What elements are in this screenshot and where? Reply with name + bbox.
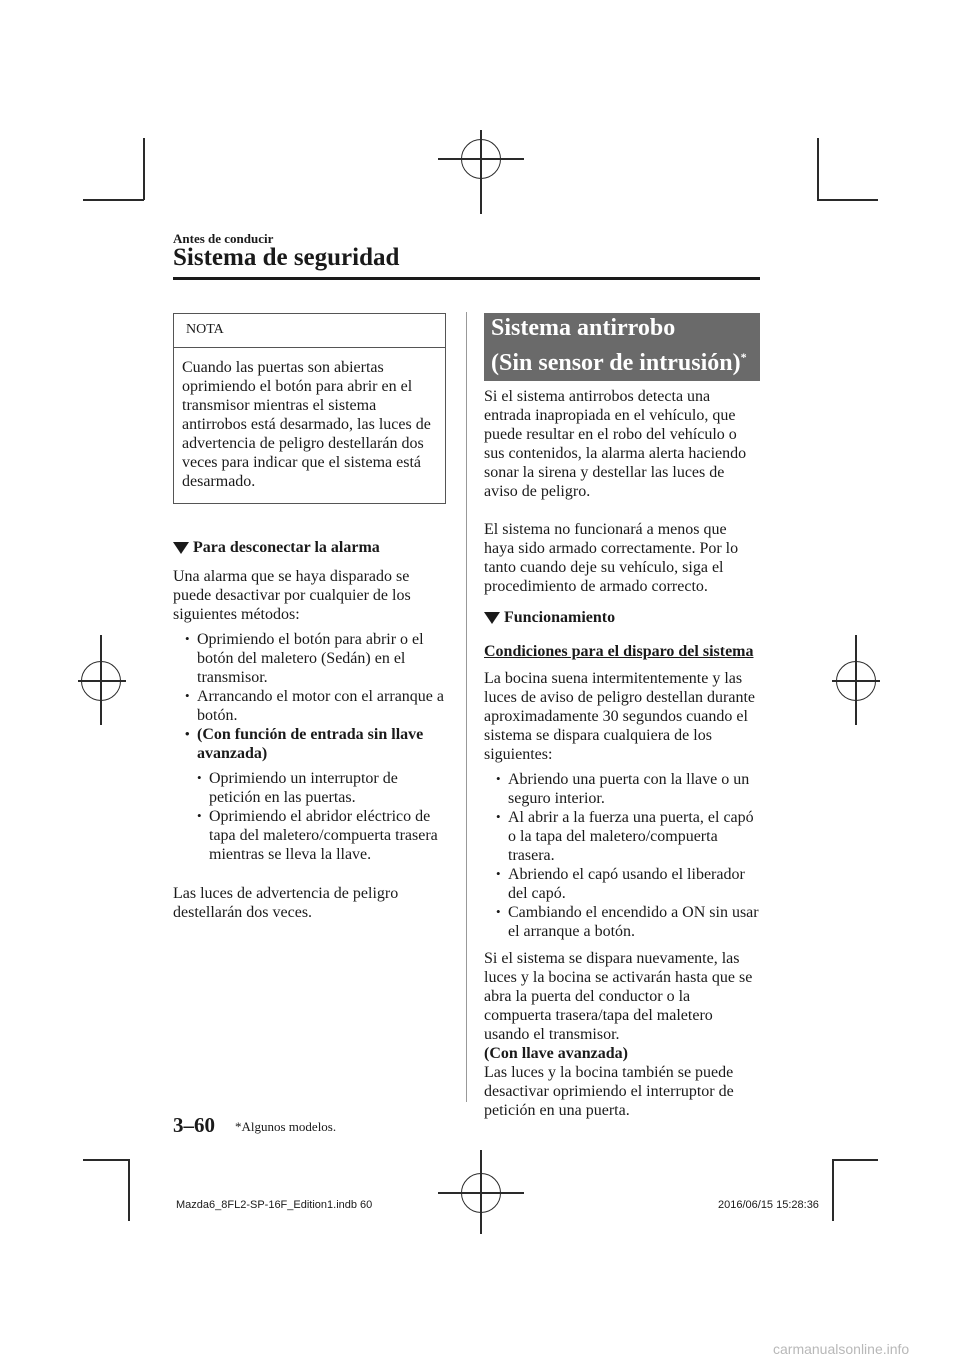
paragraph-bold: (Con llave avanzada) [484, 1045, 628, 1062]
registration-target-icon [81, 661, 121, 701]
triangle-down-icon [173, 542, 189, 554]
paragraph: Las luces de advertencia de peligro destellarán dos veces. [173, 885, 399, 921]
section-heading-operation [484, 608, 760, 627]
paragraph: Una alarma que se haya disparado se puede desactivar por cualquier de los siguientes métodos: [173, 568, 411, 623]
crop-mark-line [128, 1159, 130, 1221]
bullet-list [484, 770, 760, 941]
banner-line [491, 343, 753, 378]
page-title: Sistema de seguridad [173, 244, 400, 271]
paragraph: Las luces y la bocina también se puede desactivar oprimiendo el interruptor de petición en una puerta. [484, 1064, 734, 1119]
banner-line-text: (Sin sensor de intrusión) [491, 350, 741, 376]
page-number: 3–60 [173, 1113, 215, 1137]
crop-mark-line [83, 1159, 129, 1161]
paragraph: La bocina suena intermitentemente y las luces de aviso de peligro destellan durante aproximadamente 30 segundos cuando el sistema se dispara cualquiera de los siguientes: [484, 670, 756, 763]
list-item: • Abriendo el capó usando el liberador del capó. [484, 865, 760, 903]
list-item: • Oprimiendo un interruptor de petición en las puertas. [185, 769, 448, 807]
paragraph: El sistema no funcionará a menos que haya sido armado correctamente. Por lo tanto cuando deje su vehículo, siga el procedimiento de armado correcto. [484, 521, 739, 595]
section-heading-disarm [173, 538, 448, 557]
section-kicker: Antes de conducir [173, 231, 274, 246]
paragraph: Si el sistema antirrobos detecta una entrada inapropiada en el vehículo, que puede resultar en el robo del vehículo o sus contenidos, la alarma alerta haciendo sonar la sirena y destellar las luces de aviso de peligro. [484, 388, 747, 500]
list-item: • (Con función de entrada sin llave avanzada) [173, 725, 448, 763]
list-item: • Cambiando el encendido a ON sin usar el arranque a botón. [484, 903, 760, 941]
crop-mark-line [832, 1159, 834, 1221]
column-divider [466, 312, 467, 1102]
right-column [484, 313, 760, 1120]
paragraph: Si el sistema se dispara nuevamente, las luces y la bocina se activarán hasta que se abra la puerta del conductor o la compuerta trasera/tapa del maletero usando el transmisor. [484, 950, 753, 1043]
footnote: *Algunos modelos. [235, 1119, 337, 1134]
banner-line: Sistema antirrobo [491, 315, 676, 341]
note-body: Cuando las puertas son abiertas oprimiendo el botón para abrir en el transmisor mientras el sistema antirrobos está desarmado, las luces de advertencia de peligro destellarán dos veces para indicar que el sistema está desarmado. [182, 359, 431, 490]
crop-mark-line [817, 199, 878, 201]
crop-mark-line [817, 138, 819, 200]
list-item: • Abriendo una puerta con la llave o un seguro interior. [484, 770, 760, 808]
subsection-heading: Condiciones para el disparo del sistema [484, 643, 754, 660]
crop-mark-line [143, 138, 145, 200]
bullet-list [173, 630, 448, 763]
section-heading-text: Funcionamiento [504, 609, 616, 626]
imprint-filename: Mazda6_8FL2-SP-16F_Edition1.indb 60 [176, 1199, 373, 1211]
list-item: • Arrancando el motor con el arranque a botón. [173, 687, 448, 725]
nested-bullet-list [185, 769, 448, 864]
watermark: carmanualsonline.info [773, 1341, 910, 1357]
registration-target-icon [836, 661, 876, 701]
list-item: • Oprimiendo el abridor eléctrico de tapa del maletero/compuerta trasera mientras se lleva la llave. [185, 807, 448, 864]
crop-mark-line [83, 199, 144, 201]
note-box [173, 313, 446, 504]
crop-mark-line [832, 1159, 878, 1161]
title-rule [173, 277, 760, 280]
imprint-timestamp: 2016/06/15 15:28:36 [718, 1199, 819, 1211]
section-banner [484, 313, 760, 381]
registration-target-icon [461, 139, 501, 179]
left-column [173, 313, 448, 922]
section-heading-text: Para desconectar la alarma [193, 539, 380, 556]
list-item: • Al abrir a la fuerza una puerta, el capó o la tapa del maletero/compuerta trasera. [484, 808, 760, 865]
note-label: NOTA [174, 314, 445, 348]
triangle-down-icon [484, 612, 500, 624]
footnote-mark: * [740, 350, 747, 364]
list-item: • Oprimiendo el botón para abrir o el botón del maletero (Sedán) en el transmisor. [173, 630, 448, 687]
registration-target-icon [461, 1173, 501, 1213]
